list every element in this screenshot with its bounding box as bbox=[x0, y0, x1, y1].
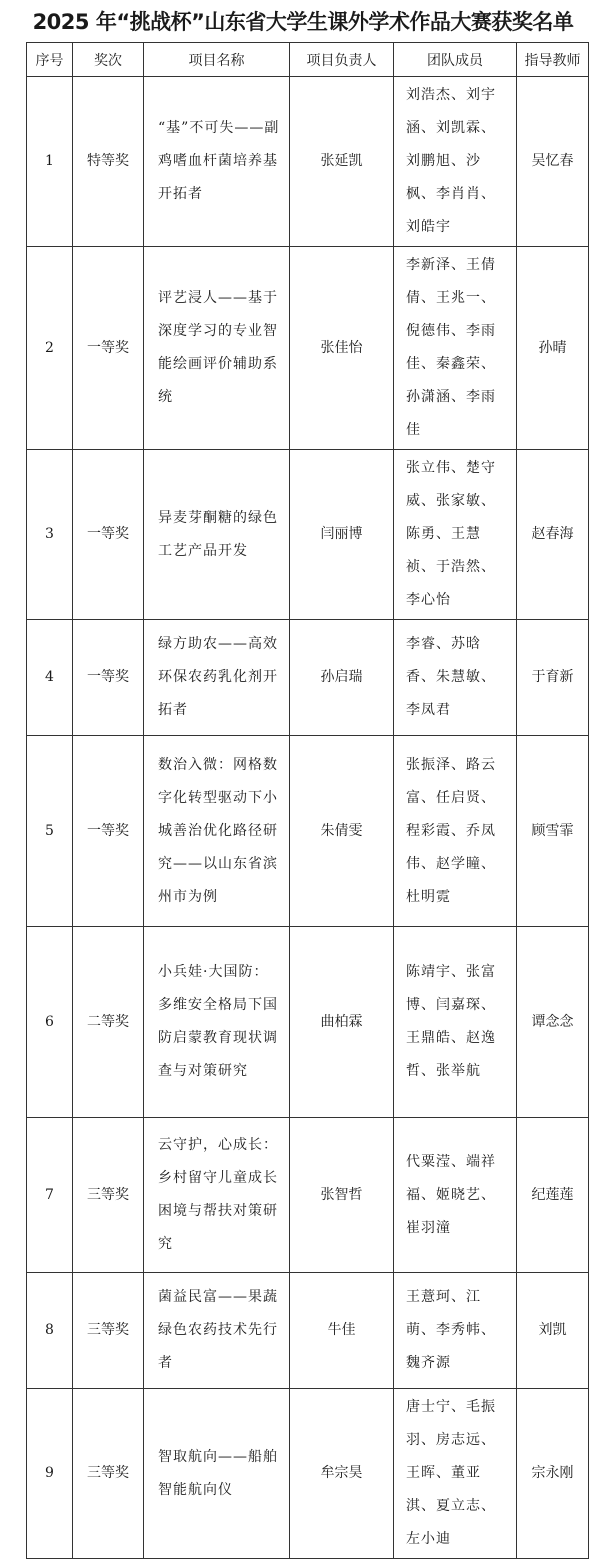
row-advisor: 宗永刚 bbox=[517, 1389, 589, 1559]
table-row bbox=[27, 1389, 589, 1559]
row-project: 小兵娃·大国防：多维安全格局下国防启蒙教育现状调查与对策研究 bbox=[144, 927, 290, 1118]
header-row bbox=[27, 43, 589, 77]
row-advisor: 谭念念 bbox=[517, 927, 589, 1118]
row-no: 7 bbox=[27, 1118, 73, 1273]
row-project: “基”不可失——副鸡嗜血杆菌培养基开拓者 bbox=[144, 77, 290, 247]
page-title: 2025 年“挑战杯”山东省大学生课外学术作品大赛获奖名单 bbox=[32, 10, 574, 34]
row-leader: 张延凯 bbox=[290, 77, 394, 247]
award-table bbox=[26, 42, 589, 1559]
row-team: 李睿、苏晗香、朱慧敏、李凤君 bbox=[394, 620, 517, 736]
row-leader: 张佳怡 bbox=[290, 247, 394, 450]
row-award: 一等奖 bbox=[73, 736, 144, 927]
table-row bbox=[27, 77, 589, 247]
row-team: 张立伟、楚守威、张家敏、陈勇、王慧祯、于浩然、李心怡 bbox=[394, 450, 517, 620]
row-advisor: 赵春海 bbox=[517, 450, 589, 620]
row-advisor: 顾雪霏 bbox=[517, 736, 589, 927]
header-leader: 项目负责人 bbox=[290, 43, 394, 77]
table-row bbox=[27, 450, 589, 620]
row-no: 8 bbox=[27, 1273, 73, 1389]
row-advisor: 孙晴 bbox=[517, 247, 589, 450]
row-project: 菌益民富——果蔬绿色农药技术先行者 bbox=[144, 1273, 290, 1389]
row-no: 6 bbox=[27, 927, 73, 1118]
header-project: 项目名称 bbox=[144, 43, 290, 77]
header-team: 团队成员 bbox=[394, 43, 517, 77]
row-project: 智取航向——船舶智能航向仪 bbox=[144, 1389, 290, 1559]
row-team: 张振泽、路云富、任启贤、程彩霞、乔凤伟、赵学瞳、杜明霓 bbox=[394, 736, 517, 927]
row-leader: 牟宗昊 bbox=[290, 1389, 394, 1559]
row-leader: 曲柏霖 bbox=[290, 927, 394, 1118]
row-award: 特等奖 bbox=[73, 77, 144, 247]
header-advisor: 指导教师 bbox=[517, 43, 589, 77]
row-project: 绿方助农——高效环保农药乳化剂开拓者 bbox=[144, 620, 290, 736]
table-row bbox=[27, 1273, 589, 1389]
table-row bbox=[27, 247, 589, 450]
row-project: 评艺浸人——基于深度学习的专业智能绘画评价辅助系统 bbox=[144, 247, 290, 450]
row-award: 三等奖 bbox=[73, 1389, 144, 1559]
table-row bbox=[27, 620, 589, 736]
row-no: 5 bbox=[27, 736, 73, 927]
row-award: 三等奖 bbox=[73, 1273, 144, 1389]
row-team: 唐士宁、毛振羽、房志远、王晖、董亚淇、夏立志、左小迪 bbox=[394, 1389, 517, 1559]
header-no: 序号 bbox=[27, 43, 73, 77]
row-project: 数治入微：网格数字化转型驱动下小城善治优化路径研究——以山东省滨州市为例 bbox=[144, 736, 290, 927]
table-row bbox=[27, 927, 589, 1118]
row-project: 云守护，心成长：乡村留守儿童成长困境与帮扶对策研究 bbox=[144, 1118, 290, 1273]
row-advisor: 纪莲莲 bbox=[517, 1118, 589, 1273]
row-team: 陈靖宇、张富博、闫嘉琛、王鼎皓、赵逸哲、张举航 bbox=[394, 927, 517, 1118]
row-no: 9 bbox=[27, 1389, 73, 1559]
row-team: 代粟滢、端祥福、姬晓艺、崔羽潼 bbox=[394, 1118, 517, 1273]
row-no: 4 bbox=[27, 620, 73, 736]
row-project: 异麦芽酮糖的绿色工艺产品开发 bbox=[144, 450, 290, 620]
row-award: 一等奖 bbox=[73, 247, 144, 450]
header-award: 奖次 bbox=[73, 43, 144, 77]
row-leader: 牛佳 bbox=[290, 1273, 394, 1389]
row-leader: 闫丽博 bbox=[290, 450, 394, 620]
row-no: 1 bbox=[27, 77, 73, 247]
row-team: 王薏珂、江萌、李秀帏、魏齐源 bbox=[394, 1273, 517, 1389]
row-award: 二等奖 bbox=[73, 927, 144, 1118]
row-award: 三等奖 bbox=[73, 1118, 144, 1273]
row-advisor: 吴忆春 bbox=[517, 77, 589, 247]
table-row bbox=[27, 736, 589, 927]
row-no: 3 bbox=[27, 450, 73, 620]
row-advisor: 于育新 bbox=[517, 620, 589, 736]
row-team: 李新泽、王倩倩、王兆一、倪德伟、李雨佳、秦鑫荣、孙潇涵、李雨佳 bbox=[394, 247, 517, 450]
row-leader: 张智哲 bbox=[290, 1118, 394, 1273]
row-leader: 朱倩雯 bbox=[290, 736, 394, 927]
row-no: 2 bbox=[27, 247, 73, 450]
row-award: 一等奖 bbox=[73, 450, 144, 620]
row-advisor: 刘凯 bbox=[517, 1273, 589, 1389]
row-leader: 孙启瑞 bbox=[290, 620, 394, 736]
table-row bbox=[27, 1118, 589, 1273]
row-team: 刘浩杰、刘宇涵、刘凯霖、刘鹏旭、沙枫、李肖肖、刘皓宇 bbox=[394, 77, 517, 247]
row-award: 一等奖 bbox=[73, 620, 144, 736]
